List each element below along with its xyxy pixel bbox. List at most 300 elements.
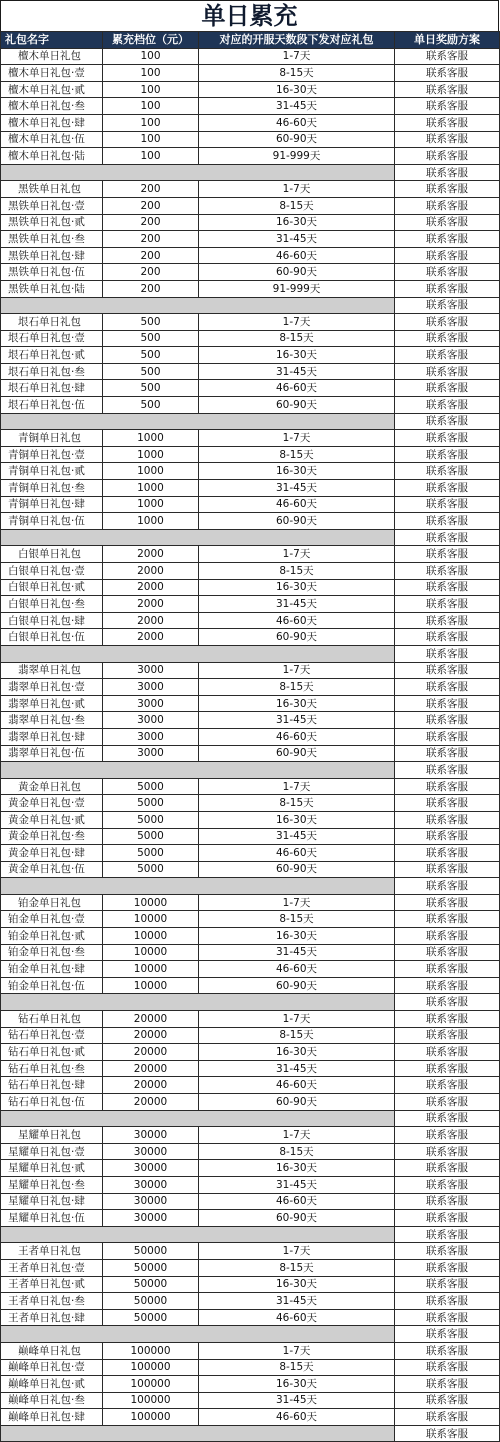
gift-name-cell: 黑铁单日礼包·壹 bbox=[1, 197, 103, 214]
reward-cell: 联系客服 bbox=[395, 297, 500, 314]
reward-cell: 联系客服 bbox=[395, 612, 500, 629]
table-row bbox=[1, 845, 500, 862]
amount-cell: 5000 bbox=[103, 778, 199, 795]
amount-cell: 100000 bbox=[103, 1342, 199, 1359]
table-row bbox=[1, 944, 500, 961]
gift-name-cell: 黑铁单日礼包·贰 bbox=[1, 214, 103, 231]
gift-name-cell: 铂金单日礼包·贰 bbox=[1, 928, 103, 945]
gift-name-cell: 黄金单日礼包·贰 bbox=[1, 811, 103, 828]
reward-cell: 联系客服 bbox=[395, 463, 500, 480]
reward-cell: 联系客服 bbox=[395, 197, 500, 214]
col-header-days: 对应的开服天数段下发对应礼包 bbox=[199, 32, 395, 49]
table-row bbox=[1, 546, 500, 563]
separator-row bbox=[1, 1326, 500, 1343]
table-row bbox=[1, 463, 500, 480]
day-range-cell: 31-45天 bbox=[199, 828, 395, 845]
reward-cell: 联系客服 bbox=[395, 695, 500, 712]
gift-name-cell: 巅峰单日礼包·叁 bbox=[1, 1392, 103, 1409]
reward-cell: 联系客服 bbox=[395, 977, 500, 994]
amount-cell: 5000 bbox=[103, 861, 199, 878]
table-row bbox=[1, 397, 500, 414]
separator-cell bbox=[1, 1425, 395, 1442]
table-row bbox=[1, 1176, 500, 1193]
gift-name-cell: 檀木单日礼包·陆 bbox=[1, 148, 103, 165]
reward-cell: 联系客服 bbox=[395, 944, 500, 961]
gift-name-cell: 垠石单日礼包·伍 bbox=[1, 397, 103, 414]
day-range-cell: 31-45天 bbox=[199, 480, 395, 497]
reward-cell: 联系客服 bbox=[395, 1342, 500, 1359]
reward-cell: 联系客服 bbox=[395, 645, 500, 662]
day-range-cell: 91-999天 bbox=[199, 280, 395, 297]
reward-cell: 联系客服 bbox=[395, 1210, 500, 1227]
table-row bbox=[1, 1376, 500, 1393]
amount-cell: 5000 bbox=[103, 845, 199, 862]
gift-name-cell: 黄金单日礼包·伍 bbox=[1, 861, 103, 878]
reward-cell: 联系客服 bbox=[395, 314, 500, 331]
gift-name-cell: 垠石单日礼包·叁 bbox=[1, 363, 103, 380]
gift-name-cell: 黑铁单日礼包·肆 bbox=[1, 247, 103, 264]
gift-name-cell: 铂金单日礼包·伍 bbox=[1, 977, 103, 994]
separator-row bbox=[1, 878, 500, 895]
amount-cell: 200 bbox=[103, 214, 199, 231]
separator-cell bbox=[1, 994, 395, 1011]
day-range-cell: 46-60天 bbox=[199, 247, 395, 264]
reward-cell: 联系客服 bbox=[395, 98, 500, 115]
reward-cell: 联系客服 bbox=[395, 65, 500, 82]
separator-row bbox=[1, 297, 500, 314]
reward-cell: 联系客服 bbox=[395, 280, 500, 297]
day-range-cell: 1-7天 bbox=[199, 546, 395, 563]
gift-name-cell: 黑铁单日礼包·叁 bbox=[1, 231, 103, 248]
gift-name-cell: 白银单日礼包·贰 bbox=[1, 579, 103, 596]
reward-cell: 联系客服 bbox=[395, 1077, 500, 1094]
amount-cell: 30000 bbox=[103, 1176, 199, 1193]
day-range-cell: 1-7天 bbox=[199, 894, 395, 911]
separator-row bbox=[1, 413, 500, 430]
table-row bbox=[1, 181, 500, 198]
separator-row bbox=[1, 1110, 500, 1127]
table-row bbox=[1, 728, 500, 745]
table-row bbox=[1, 1409, 500, 1426]
reward-cell: 联系客服 bbox=[395, 1309, 500, 1326]
separator-cell bbox=[1, 645, 395, 662]
reward-cell: 联系客服 bbox=[395, 845, 500, 862]
gift-name-cell: 白银单日礼包·壹 bbox=[1, 563, 103, 580]
amount-cell: 20000 bbox=[103, 1011, 199, 1028]
gift-name-cell: 翡翠单日礼包·伍 bbox=[1, 745, 103, 762]
table-row bbox=[1, 280, 500, 297]
day-range-cell: 8-15天 bbox=[199, 446, 395, 463]
table-row bbox=[1, 662, 500, 679]
day-range-cell: 60-90天 bbox=[199, 977, 395, 994]
gift-name-cell: 翡翠单日礼包·贰 bbox=[1, 695, 103, 712]
gift-name-cell: 垠石单日礼包·肆 bbox=[1, 380, 103, 397]
day-range-cell: 1-7天 bbox=[199, 181, 395, 198]
table-row bbox=[1, 712, 500, 729]
amount-cell: 2000 bbox=[103, 612, 199, 629]
gift-name-cell: 檀木单日礼包 bbox=[1, 48, 103, 65]
day-range-cell: 31-45天 bbox=[199, 1060, 395, 1077]
table-row bbox=[1, 264, 500, 281]
amount-cell: 20000 bbox=[103, 1094, 199, 1111]
table-row bbox=[1, 496, 500, 513]
day-range-cell: 8-15天 bbox=[199, 795, 395, 812]
day-range-cell: 8-15天 bbox=[199, 197, 395, 214]
reward-cell: 联系客服 bbox=[395, 795, 500, 812]
separator-row bbox=[1, 645, 500, 662]
reward-cell: 联系客服 bbox=[395, 1276, 500, 1293]
reward-cell: 联系客服 bbox=[395, 662, 500, 679]
amount-cell: 3000 bbox=[103, 745, 199, 762]
separator-cell bbox=[1, 1326, 395, 1343]
table-row bbox=[1, 1392, 500, 1409]
gift-name-cell: 王者单日礼包 bbox=[1, 1243, 103, 1260]
table-row bbox=[1, 1359, 500, 1376]
amount-cell: 3000 bbox=[103, 695, 199, 712]
table-row bbox=[1, 679, 500, 696]
gift-name-cell: 白银单日礼包 bbox=[1, 546, 103, 563]
day-range-cell: 8-15天 bbox=[199, 65, 395, 82]
reward-cell: 联系客服 bbox=[395, 878, 500, 895]
separator-cell bbox=[1, 878, 395, 895]
amount-cell: 100000 bbox=[103, 1376, 199, 1393]
gift-name-cell: 黑铁单日礼包·伍 bbox=[1, 264, 103, 281]
table-row bbox=[1, 513, 500, 530]
day-range-cell: 16-30天 bbox=[199, 81, 395, 98]
amount-cell: 2000 bbox=[103, 596, 199, 613]
reward-cell: 联系客服 bbox=[395, 1027, 500, 1044]
gift-name-cell: 巅峰单日礼包·贰 bbox=[1, 1376, 103, 1393]
amount-cell: 10000 bbox=[103, 944, 199, 961]
separator-cell bbox=[1, 1110, 395, 1127]
table-row bbox=[1, 695, 500, 712]
table-row bbox=[1, 1060, 500, 1077]
gift-name-cell: 星耀单日礼包·伍 bbox=[1, 1210, 103, 1227]
separator-cell bbox=[1, 762, 395, 779]
separator-cell bbox=[1, 164, 395, 181]
gift-name-cell: 黄金单日礼包·叁 bbox=[1, 828, 103, 845]
table-row bbox=[1, 1259, 500, 1276]
day-range-cell: 31-45天 bbox=[199, 98, 395, 115]
day-range-cell: 31-45天 bbox=[199, 1392, 395, 1409]
amount-cell: 100 bbox=[103, 114, 199, 131]
reward-cell: 联系客服 bbox=[395, 1326, 500, 1343]
table-row bbox=[1, 961, 500, 978]
gift-name-cell: 檀木单日礼包·伍 bbox=[1, 131, 103, 148]
reward-cell: 联系客服 bbox=[395, 1127, 500, 1144]
day-range-cell: 8-15天 bbox=[199, 330, 395, 347]
reward-cell: 联系客服 bbox=[395, 214, 500, 231]
gift-name-cell: 檀木单日礼包·贰 bbox=[1, 81, 103, 98]
reward-cell: 联系客服 bbox=[395, 1376, 500, 1393]
day-range-cell: 1-7天 bbox=[199, 48, 395, 65]
day-range-cell: 8-15天 bbox=[199, 679, 395, 696]
gift-name-cell: 檀木单日礼包·叁 bbox=[1, 98, 103, 115]
day-range-cell: 1-7天 bbox=[199, 1243, 395, 1260]
day-range-cell: 31-45天 bbox=[199, 231, 395, 248]
day-range-cell: 16-30天 bbox=[199, 463, 395, 480]
table-row bbox=[1, 131, 500, 148]
gift-name-cell: 垠石单日礼包·壹 bbox=[1, 330, 103, 347]
table-row bbox=[1, 1077, 500, 1094]
amount-cell: 1000 bbox=[103, 496, 199, 513]
reward-cell: 联系客服 bbox=[395, 629, 500, 646]
day-range-cell: 1-7天 bbox=[199, 1011, 395, 1028]
gift-name-cell: 王者单日礼包·肆 bbox=[1, 1309, 103, 1326]
table-row bbox=[1, 563, 500, 580]
amount-cell: 3000 bbox=[103, 728, 199, 745]
day-range-cell: 8-15天 bbox=[199, 911, 395, 928]
gift-name-cell: 钻石单日礼包·壹 bbox=[1, 1027, 103, 1044]
table-row bbox=[1, 114, 500, 131]
table-row bbox=[1, 1143, 500, 1160]
day-range-cell: 31-45天 bbox=[199, 1293, 395, 1310]
day-range-cell: 1-7天 bbox=[199, 662, 395, 679]
table-row bbox=[1, 629, 500, 646]
amount-cell: 10000 bbox=[103, 961, 199, 978]
amount-cell: 20000 bbox=[103, 1060, 199, 1077]
amount-cell: 1000 bbox=[103, 463, 199, 480]
amount-cell: 100000 bbox=[103, 1409, 199, 1426]
day-range-cell: 46-60天 bbox=[199, 845, 395, 862]
day-range-cell: 46-60天 bbox=[199, 380, 395, 397]
reward-cell: 联系客服 bbox=[395, 446, 500, 463]
reward-cell: 联系客服 bbox=[395, 712, 500, 729]
day-range-cell: 91-999天 bbox=[199, 148, 395, 165]
amount-cell: 100 bbox=[103, 131, 199, 148]
day-range-cell: 1-7天 bbox=[199, 314, 395, 331]
col-header-amount: 累充档位（元） bbox=[103, 32, 199, 49]
gift-name-cell: 垠石单日礼包·贰 bbox=[1, 347, 103, 364]
table-row bbox=[1, 98, 500, 115]
amount-cell: 3000 bbox=[103, 712, 199, 729]
gift-name-cell: 翡翠单日礼包 bbox=[1, 662, 103, 679]
gift-name-cell: 黑铁单日礼包 bbox=[1, 181, 103, 198]
table-row bbox=[1, 148, 500, 165]
gift-name-cell: 巅峰单日礼包·肆 bbox=[1, 1409, 103, 1426]
reward-cell: 联系客服 bbox=[395, 413, 500, 430]
reward-cell: 联系客服 bbox=[395, 961, 500, 978]
separator-cell bbox=[1, 413, 395, 430]
reward-cell: 联系客服 bbox=[395, 1160, 500, 1177]
day-range-cell: 60-90天 bbox=[199, 513, 395, 530]
table-row bbox=[1, 612, 500, 629]
reward-cell: 联系客服 bbox=[395, 894, 500, 911]
amount-cell: 500 bbox=[103, 330, 199, 347]
reward-cell: 联系客服 bbox=[395, 380, 500, 397]
reward-cell: 联系客服 bbox=[395, 1011, 500, 1028]
amount-cell: 500 bbox=[103, 347, 199, 364]
table-row bbox=[1, 1210, 500, 1227]
reward-cell: 联系客服 bbox=[395, 480, 500, 497]
day-range-cell: 60-90天 bbox=[199, 745, 395, 762]
table-row bbox=[1, 911, 500, 928]
col-header-name: 礼包名字 bbox=[1, 32, 103, 49]
amount-cell: 5000 bbox=[103, 811, 199, 828]
table-row bbox=[1, 1127, 500, 1144]
amount-cell: 500 bbox=[103, 380, 199, 397]
amount-cell: 200 bbox=[103, 197, 199, 214]
reward-cell: 联系客服 bbox=[395, 164, 500, 181]
day-range-cell: 8-15天 bbox=[199, 1259, 395, 1276]
day-range-cell: 31-45天 bbox=[199, 1176, 395, 1193]
table-row bbox=[1, 1011, 500, 1028]
reward-cell: 联系客服 bbox=[395, 181, 500, 198]
reward-cell: 联系客服 bbox=[395, 1094, 500, 1111]
amount-cell: 200 bbox=[103, 231, 199, 248]
gift-name-cell: 垠石单日礼包 bbox=[1, 314, 103, 331]
day-range-cell: 46-60天 bbox=[199, 1193, 395, 1210]
day-range-cell: 1-7天 bbox=[199, 1127, 395, 1144]
table-row bbox=[1, 1243, 500, 1260]
reward-cell: 联系客服 bbox=[395, 579, 500, 596]
table-row bbox=[1, 214, 500, 231]
reward-cell: 联系客服 bbox=[395, 762, 500, 779]
reward-cell: 联系客服 bbox=[395, 728, 500, 745]
reward-cell: 联系客服 bbox=[395, 745, 500, 762]
gift-name-cell: 铂金单日礼包·肆 bbox=[1, 961, 103, 978]
table-row bbox=[1, 380, 500, 397]
amount-cell: 2000 bbox=[103, 563, 199, 580]
day-range-cell: 31-45天 bbox=[199, 944, 395, 961]
gift-name-cell: 钻石单日礼包·伍 bbox=[1, 1094, 103, 1111]
day-range-cell: 8-15天 bbox=[199, 1143, 395, 1160]
reward-cell: 联系客服 bbox=[395, 911, 500, 928]
table-row bbox=[1, 745, 500, 762]
reward-cell: 联系客服 bbox=[395, 330, 500, 347]
reward-cell: 联系客服 bbox=[395, 1392, 500, 1409]
day-range-cell: 31-45天 bbox=[199, 596, 395, 613]
reward-cell: 联系客服 bbox=[395, 496, 500, 513]
table-row bbox=[1, 778, 500, 795]
reward-cell: 联系客服 bbox=[395, 596, 500, 613]
page-title: 单日累充 bbox=[0, 0, 499, 31]
gift-name-cell: 王者单日礼包·叁 bbox=[1, 1293, 103, 1310]
day-range-cell: 16-30天 bbox=[199, 928, 395, 945]
gift-name-cell: 翡翠单日礼包·肆 bbox=[1, 728, 103, 745]
amount-cell: 5000 bbox=[103, 828, 199, 845]
reward-cell: 联系客服 bbox=[395, 1110, 500, 1127]
gift-name-cell: 王者单日礼包·壹 bbox=[1, 1259, 103, 1276]
reward-cell: 联系客服 bbox=[395, 994, 500, 1011]
table-row bbox=[1, 48, 500, 65]
amount-cell: 10000 bbox=[103, 911, 199, 928]
reward-cell: 联系客服 bbox=[395, 247, 500, 264]
day-range-cell: 8-15天 bbox=[199, 1359, 395, 1376]
gift-name-cell: 钻石单日礼包 bbox=[1, 1011, 103, 1028]
gift-name-cell: 钻石单日礼包·肆 bbox=[1, 1077, 103, 1094]
amount-cell: 20000 bbox=[103, 1044, 199, 1061]
amount-cell: 1000 bbox=[103, 446, 199, 463]
day-range-cell: 16-30天 bbox=[199, 214, 395, 231]
day-range-cell: 46-60天 bbox=[199, 961, 395, 978]
table-row bbox=[1, 347, 500, 364]
reward-cell: 联系客服 bbox=[395, 1193, 500, 1210]
amount-cell: 50000 bbox=[103, 1293, 199, 1310]
reward-cell: 联系客服 bbox=[395, 114, 500, 131]
amount-cell: 200 bbox=[103, 181, 199, 198]
day-range-cell: 16-30天 bbox=[199, 1276, 395, 1293]
gift-name-cell: 青铜单日礼包·肆 bbox=[1, 496, 103, 513]
day-range-cell: 46-60天 bbox=[199, 612, 395, 629]
day-range-cell: 8-15天 bbox=[199, 563, 395, 580]
reward-cell: 联系客服 bbox=[395, 1425, 500, 1442]
reward-cell: 联系客服 bbox=[395, 1359, 500, 1376]
gift-name-cell: 钻石单日礼包·贰 bbox=[1, 1044, 103, 1061]
amount-cell: 100 bbox=[103, 81, 199, 98]
gift-name-cell: 铂金单日礼包 bbox=[1, 894, 103, 911]
reward-cell: 联系客服 bbox=[395, 1143, 500, 1160]
table-row bbox=[1, 1027, 500, 1044]
amount-cell: 30000 bbox=[103, 1160, 199, 1177]
amount-cell: 30000 bbox=[103, 1193, 199, 1210]
reward-cell: 联系客服 bbox=[395, 1293, 500, 1310]
reward-cell: 联系客服 bbox=[395, 928, 500, 945]
day-range-cell: 31-45天 bbox=[199, 363, 395, 380]
reward-cell: 联系客服 bbox=[395, 513, 500, 530]
amount-cell: 2000 bbox=[103, 579, 199, 596]
header-row bbox=[1, 32, 500, 49]
reward-cell: 联系客服 bbox=[395, 1226, 500, 1243]
reward-cell: 联系客服 bbox=[395, 430, 500, 447]
amount-cell: 100 bbox=[103, 148, 199, 165]
day-range-cell: 16-30天 bbox=[199, 1160, 395, 1177]
day-range-cell: 16-30天 bbox=[199, 1044, 395, 1061]
gift-name-cell: 星耀单日礼包·肆 bbox=[1, 1193, 103, 1210]
gift-name-cell: 黄金单日礼包·肆 bbox=[1, 845, 103, 862]
amount-cell: 200 bbox=[103, 247, 199, 264]
table-row bbox=[1, 894, 500, 911]
amount-cell: 1000 bbox=[103, 430, 199, 447]
amount-cell: 100000 bbox=[103, 1359, 199, 1376]
day-range-cell: 1-7天 bbox=[199, 1342, 395, 1359]
gift-name-cell: 铂金单日礼包·叁 bbox=[1, 944, 103, 961]
table-row bbox=[1, 579, 500, 596]
table-row bbox=[1, 1293, 500, 1310]
day-range-cell: 46-60天 bbox=[199, 1409, 395, 1426]
amount-cell: 10000 bbox=[103, 977, 199, 994]
table-row bbox=[1, 928, 500, 945]
gift-name-cell: 星耀单日礼包 bbox=[1, 1127, 103, 1144]
gift-name-cell: 黄金单日礼包 bbox=[1, 778, 103, 795]
day-range-cell: 60-90天 bbox=[199, 861, 395, 878]
amount-cell: 10000 bbox=[103, 894, 199, 911]
day-range-cell: 60-90天 bbox=[199, 1094, 395, 1111]
day-range-cell: 8-15天 bbox=[199, 1027, 395, 1044]
gift-name-cell: 巅峰单日礼包·壹 bbox=[1, 1359, 103, 1376]
table-row bbox=[1, 330, 500, 347]
gift-name-cell: 青铜单日礼包 bbox=[1, 430, 103, 447]
amount-cell: 20000 bbox=[103, 1077, 199, 1094]
separator-row bbox=[1, 529, 500, 546]
separator-cell bbox=[1, 529, 395, 546]
amount-cell: 100000 bbox=[103, 1392, 199, 1409]
gift-name-cell: 黑铁单日礼包·陆 bbox=[1, 280, 103, 297]
amount-cell: 500 bbox=[103, 397, 199, 414]
amount-cell: 30000 bbox=[103, 1127, 199, 1144]
separator-row bbox=[1, 1226, 500, 1243]
reward-cell: 联系客服 bbox=[395, 1060, 500, 1077]
gift-name-cell: 白银单日礼包·叁 bbox=[1, 596, 103, 613]
day-range-cell: 31-45天 bbox=[199, 712, 395, 729]
gift-name-cell: 青铜单日礼包·叁 bbox=[1, 480, 103, 497]
gift-name-cell: 白银单日礼包·伍 bbox=[1, 629, 103, 646]
table-row bbox=[1, 1342, 500, 1359]
table-row bbox=[1, 828, 500, 845]
table-row bbox=[1, 795, 500, 812]
table-row bbox=[1, 247, 500, 264]
day-range-cell: 60-90天 bbox=[199, 397, 395, 414]
